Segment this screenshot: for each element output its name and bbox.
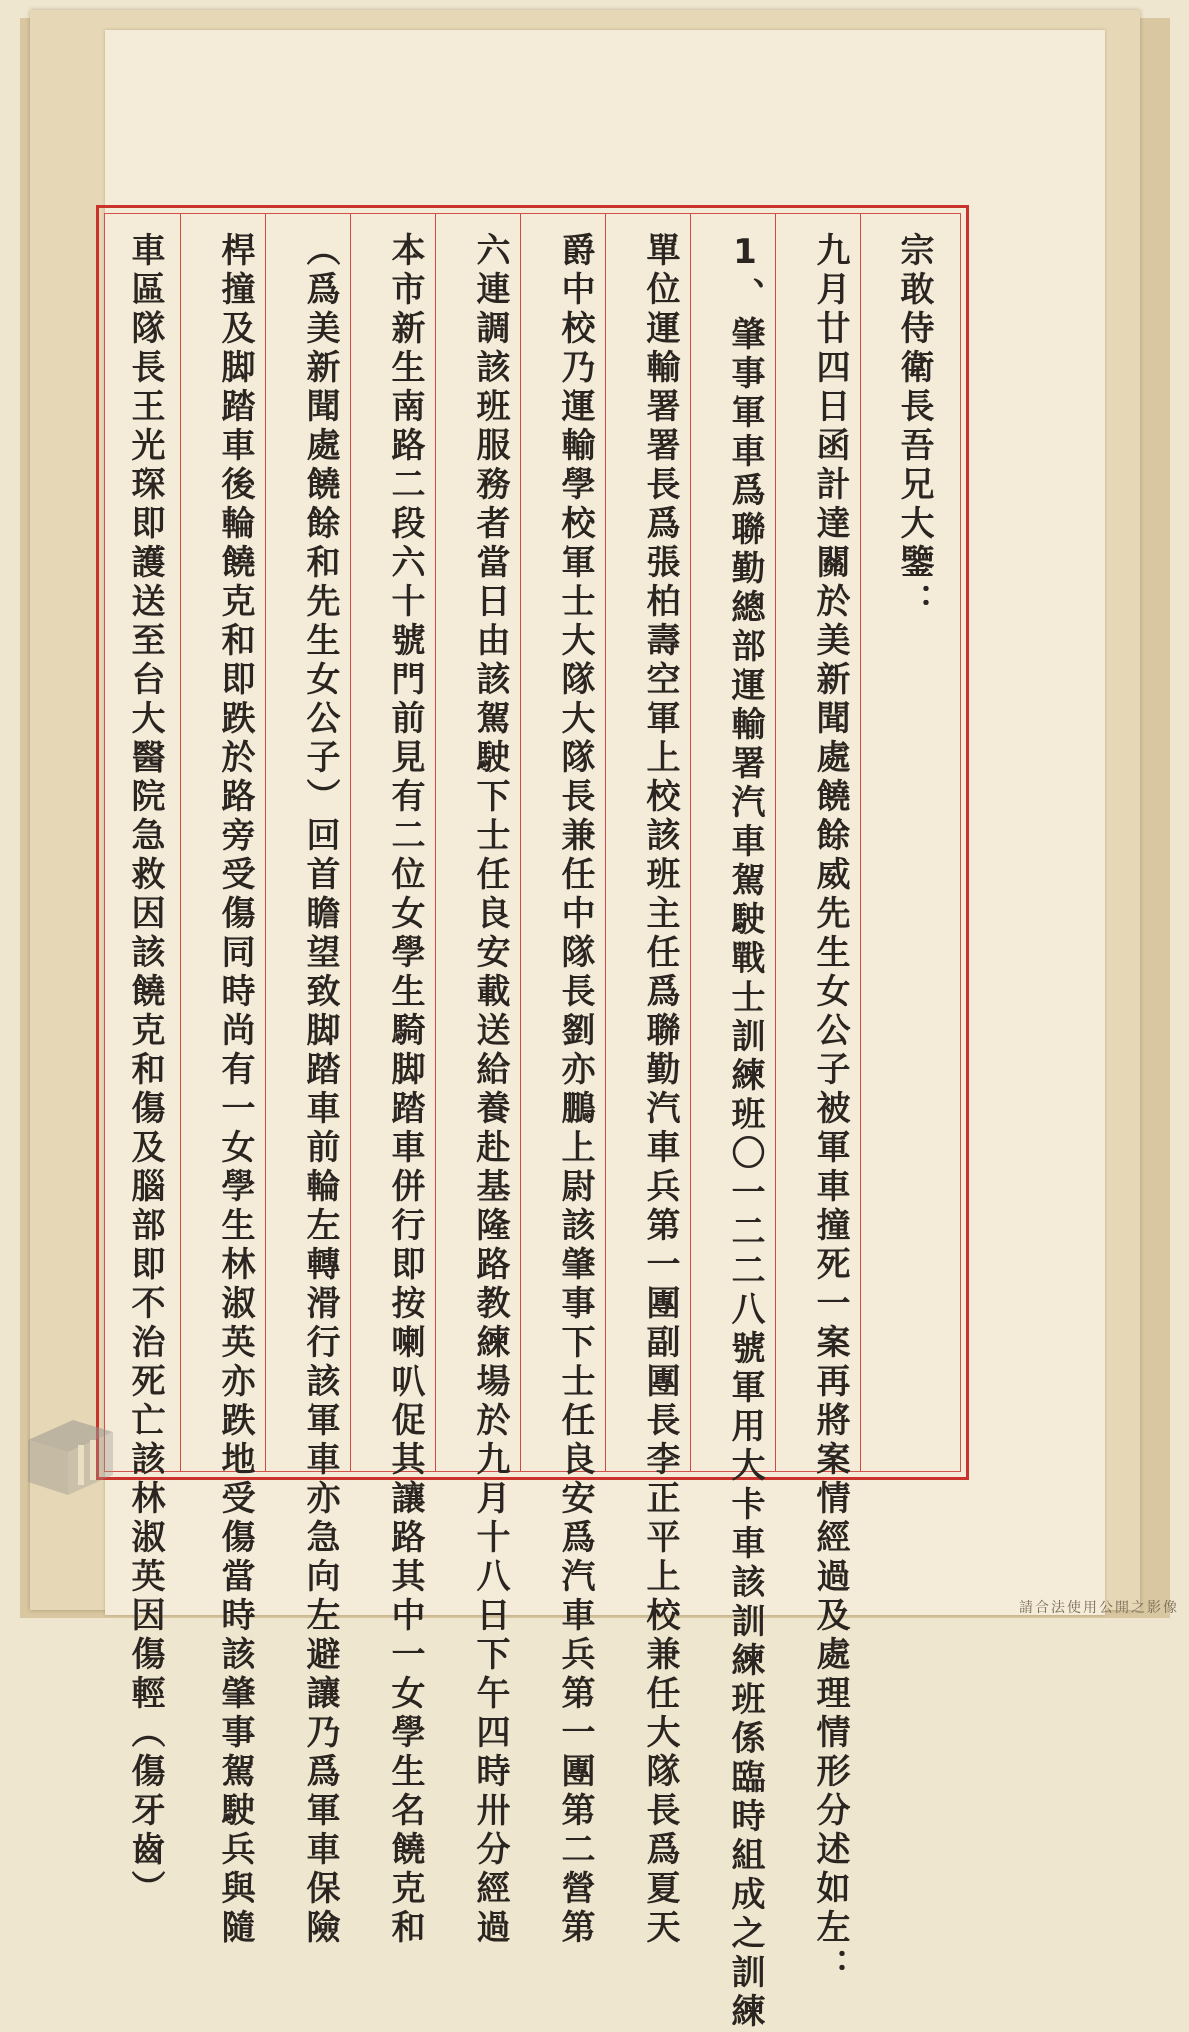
column-rule	[350, 214, 351, 1471]
text-column-9: 桿撞及脚踏車後輪饒克和即跌於路旁受傷同時尚有一女學生林淑英亦跌地受傷當時該肇事駕駛兵與隨	[215, 232, 255, 1948]
column-rule	[265, 214, 266, 1471]
text-column-10: 車區隊長王光琛即護送至台大醫院急救因該饒克和傷及腦部即不治死亡該林淑英因傷輕（傷牙齒）	[125, 232, 165, 1909]
text-column-2: 九月廿四日函計達關於美新聞處饒餘威先生女公子被軍車撞死一案再將案情經過及處理情形分述如左：	[810, 232, 850, 1987]
archive-watermark-logo	[18, 1390, 138, 1500]
text-column-3: 1、肇事軍車爲聯勤總部運輸署汽車駕駛戰士訓練班〇一二二八號軍用大卡車該訓練班係臨時組成之訓練	[725, 232, 765, 2032]
text-column-5: 爵中校乃運輸學校軍士大隊大隊長兼任中隊長劉亦鵬上尉該肇事下士任良安爲汽車兵第一團第二營第	[555, 232, 595, 1948]
text-column-4: 單位運輸署署長爲張柏壽空軍上校該班主任爲聯勤汽車兵第一團副團長李正平上校兼任大隊長爲夏天	[640, 232, 680, 1948]
column-rule	[180, 214, 181, 1471]
column-rule	[860, 214, 861, 1471]
text-column-6: 六連調該班服務者當日由該駕駛下士任良安載送給養赴基隆路教練場於九月十八日下午四時卅分經過	[470, 232, 510, 1948]
text-column-8: （爲美新聞處饒餘和先生女公子）回首瞻望致脚踏車前輪左轉滑行該軍車亦急向左避讓乃爲軍車保險	[300, 232, 340, 1948]
frame-inner-border	[104, 213, 961, 2032]
column-rule	[435, 214, 436, 1471]
column-rule	[520, 214, 521, 1471]
letter-frame	[96, 205, 969, 2032]
text-column-7: 本市新生南路二段六十號門前見有二位女學生騎脚踏車併行即按喇叭促其讓路其中一女學生名饒克和	[385, 232, 425, 1948]
usage-notice: 請合法使用公開之影像	[1019, 1600, 1179, 1616]
column-rule	[690, 214, 691, 1471]
column-rule	[605, 214, 606, 1471]
column-rule	[775, 214, 776, 1471]
text-column-1: 宗敢侍衛長吾兄大鑒：	[894, 232, 934, 622]
